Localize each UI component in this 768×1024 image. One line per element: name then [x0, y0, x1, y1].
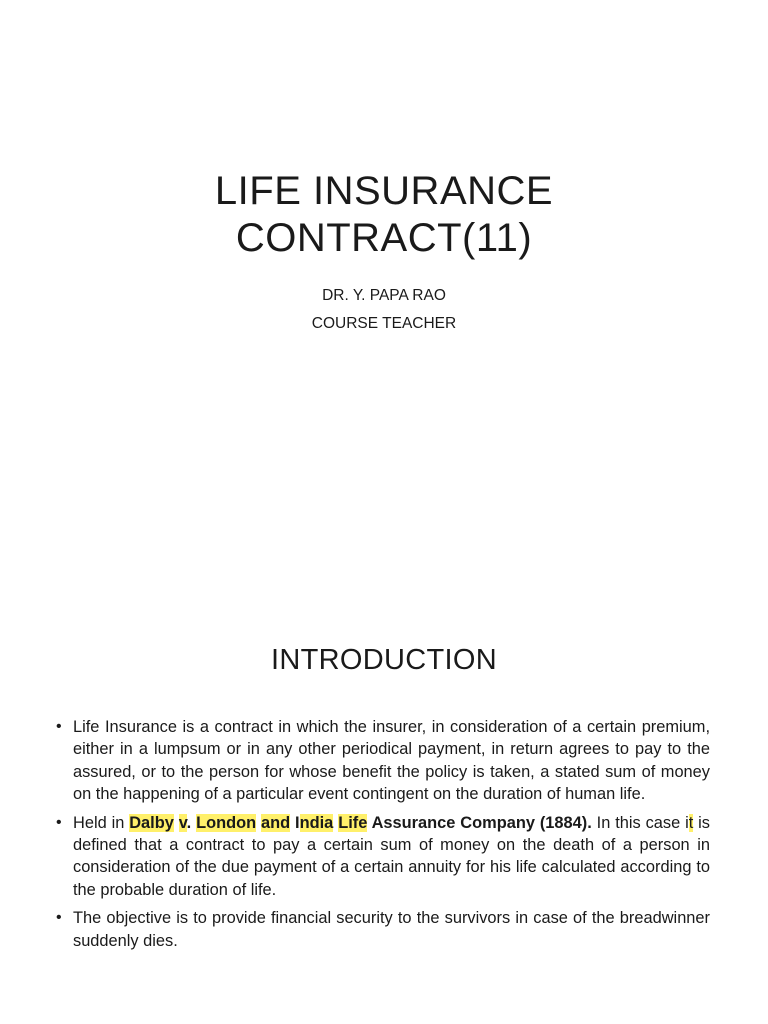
intro-heading: INTRODUCTION: [271, 644, 497, 676]
title-line-2: CONTRACT(11): [235, 216, 533, 260]
author-name: DR. Y. PAPA RAO: [322, 287, 446, 304]
highlight-t: t: [688, 813, 694, 832]
bullet-list: [56, 716, 710, 958]
bullet-item-objective: [56, 907, 710, 952]
bullet-icon: •: [56, 813, 62, 831]
highlight-and: and: [261, 813, 291, 832]
title-line-1: LIFE INSURANCE: [214, 169, 554, 213]
slide-title: [0, 168, 768, 262]
case-name-rest: Assurance Company (1884).: [367, 813, 592, 832]
author-role: COURSE TEACHER: [311, 315, 457, 332]
bullet-text: The objective is to provide financial security to the survivors in case of the breadwinner suddenly dies.: [73, 909, 710, 950]
highlight-london: London: [196, 813, 257, 832]
bullet-text: Held in Dalby v. London and India Life Assurance Company (1884). In this case it is defined that a contract to pay a certain sum of money on the death of a person in consideration of the due payment of a certain annuity for his life calculated according to the probable duration of life.: [73, 813, 710, 899]
bullet-item-definition: [56, 716, 710, 806]
bullet-item-case: [56, 812, 710, 902]
highlight-v: v: [178, 813, 187, 832]
highlight-life: Life: [338, 813, 368, 832]
bullet-icon: •: [56, 909, 62, 927]
highlight-dalby: Dalby: [129, 813, 174, 832]
highlight-ndia: ndia: [299, 813, 334, 832]
bullet-icon: •: [56, 718, 62, 735]
bullet-text: Life Insurance is a contract in which the insurer, in consideration of a certain premium, either in a lumpsum or in any other periodical payment, in return agrees to pay to the assured, or to the person for whose benefit the policy is taken, a stated sum of money on the happening of a particular event contingent on the duration of human life.: [73, 718, 710, 804]
